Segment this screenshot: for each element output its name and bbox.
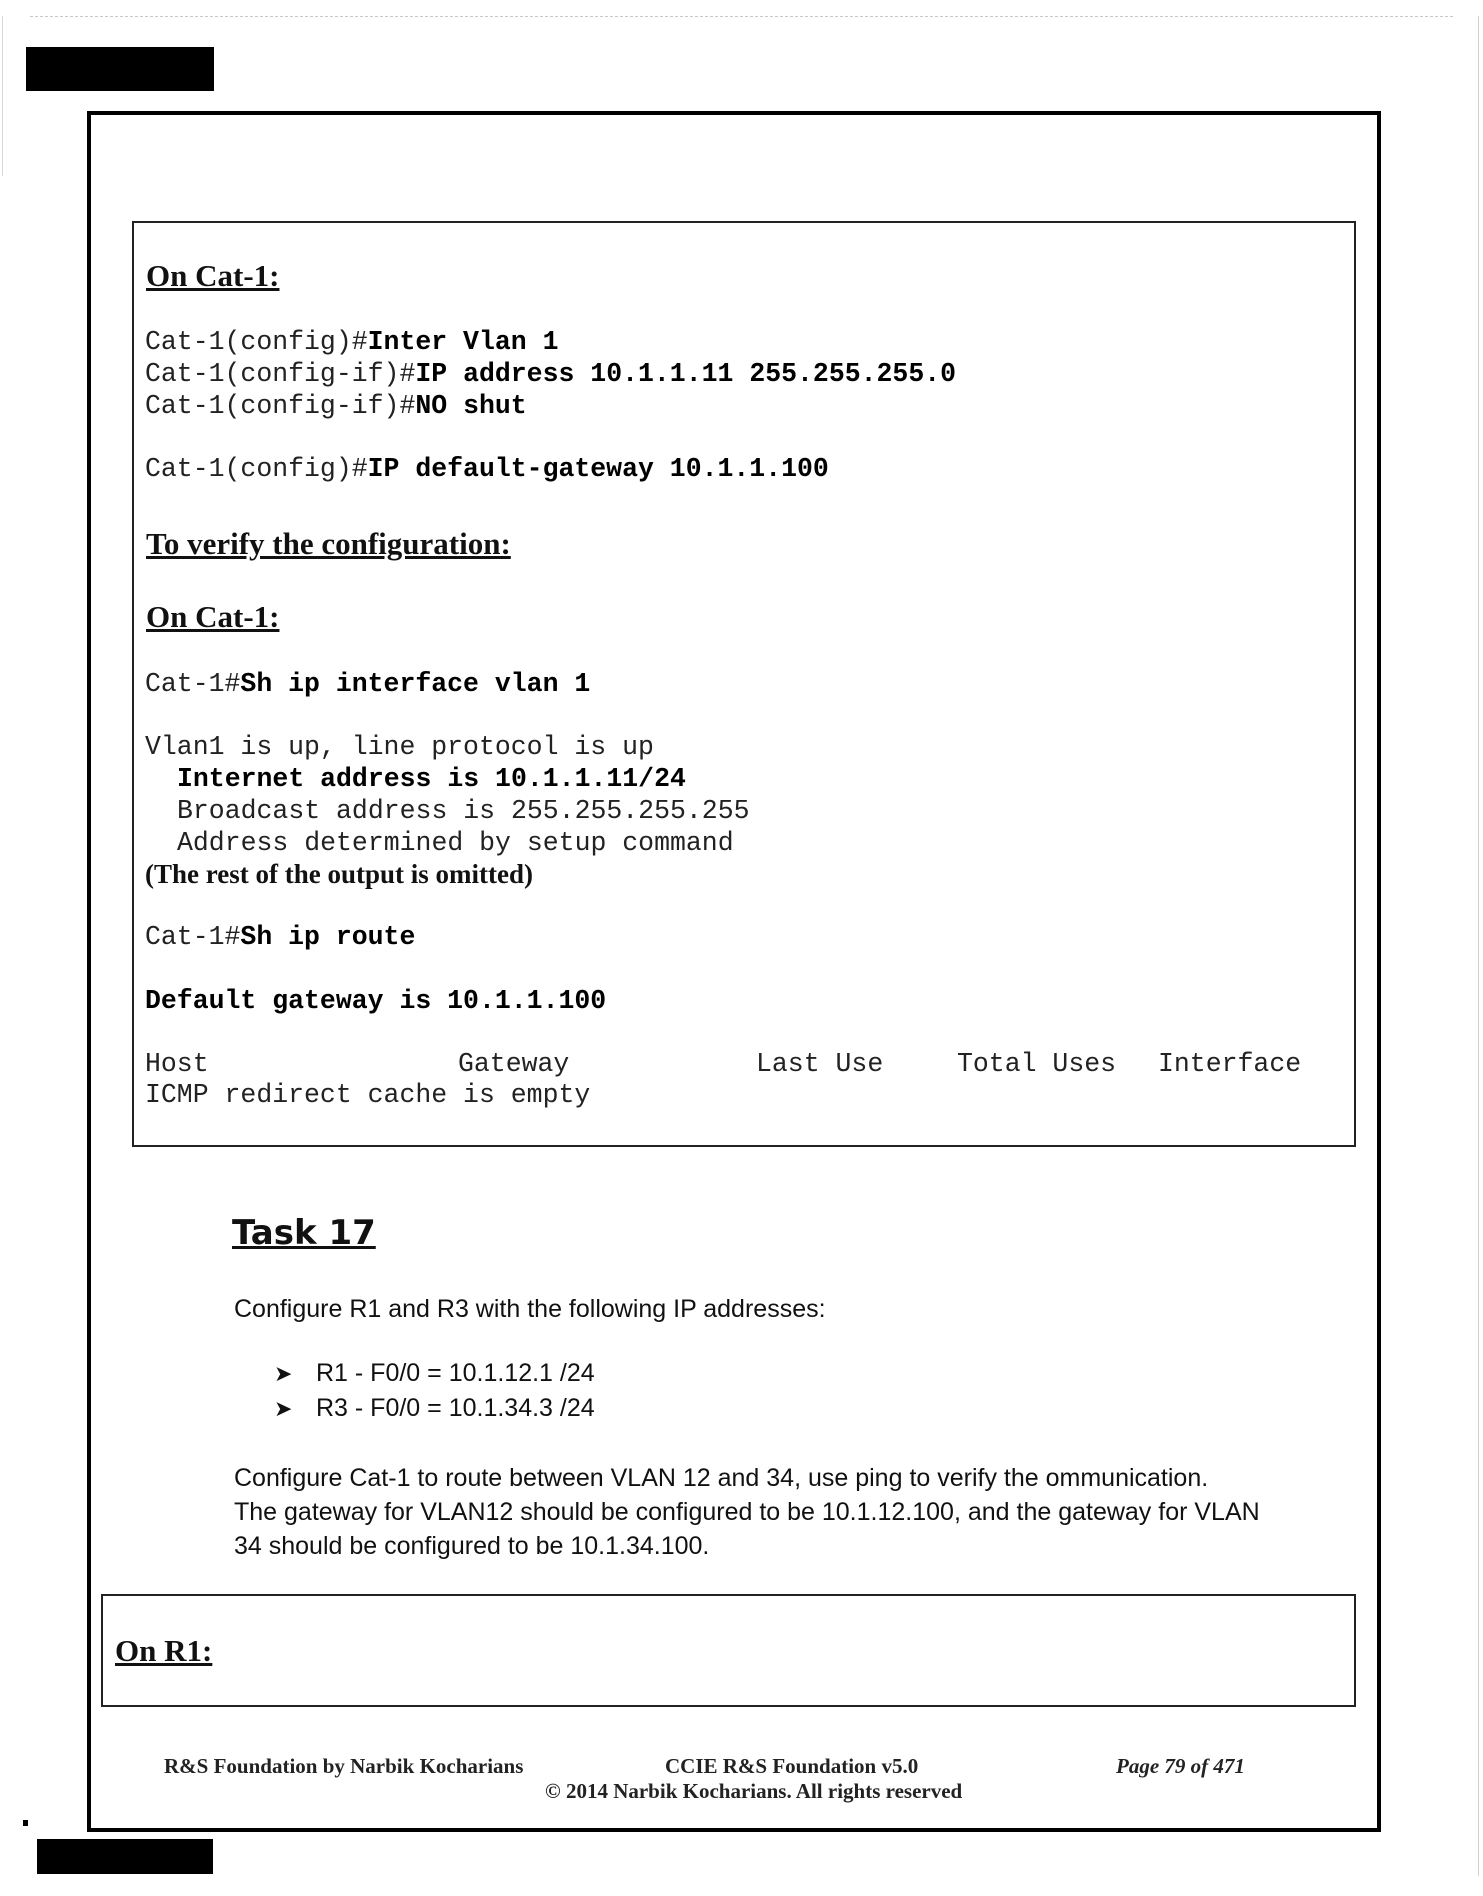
icmp-cache-line: ICMP redirect cache is empty <box>145 1080 591 1110</box>
scan-right-edge <box>1478 16 1479 1876</box>
show-route-command <box>145 921 415 953</box>
task-description-line-1: Configure Cat-1 to route between VLAN 12 and 34, use ping to verify the ommunication. <box>234 1464 1209 1492</box>
default-gateway-line: Default gateway is 10.1.1.100 <box>145 986 607 1016</box>
ip-address-list <box>274 1356 595 1426</box>
omitted-note: (The rest of the output is omitted) <box>145 859 533 889</box>
cat1-config-heading: On Cat-1: <box>146 258 280 293</box>
output-line: Broadcast address is 255.255.255.255 <box>177 796 750 826</box>
verify-heading: To verify the configuration: <box>146 526 511 561</box>
footer-book-title: CCIE R&S Foundation v5.0 <box>665 1754 919 1778</box>
prompt: Cat-1(config-if)# <box>145 359 416 389</box>
footer-copyright: © 2014 Narbik Kocharians. All rights reserved <box>545 1779 963 1803</box>
verify-sub-heading: On Cat-1: <box>146 599 280 634</box>
table-header-interface: Interface <box>1158 1049 1302 1079</box>
arrow-bullet-icon: ➤ <box>274 1396 293 1421</box>
config-line-3 <box>145 390 527 422</box>
command: Inter Vlan 1 <box>367 327 559 357</box>
r1-config-box <box>101 1594 1356 1707</box>
command: Sh ip route <box>240 922 416 952</box>
command: Sh ip interface vlan 1 <box>240 669 591 699</box>
config-line-4 <box>145 453 829 485</box>
command: IP default-gateway 10.1.1.100 <box>367 454 829 484</box>
output-line: Vlan1 is up, line protocol is up <box>145 732 654 762</box>
task-description-line-2: The gateway for VLAN12 should be configured to be 10.1.12.100, and the gateway for VLAN <box>234 1498 1260 1526</box>
command: IP address 10.1.1.11 255.255.255.0 <box>415 359 957 389</box>
config-line-1 <box>145 326 558 358</box>
config-line-2 <box>145 358 956 390</box>
table-header-gateway: Gateway <box>458 1049 570 1079</box>
task-title: Task 17 <box>232 1213 376 1253</box>
prompt: Cat-1(config-if)# <box>145 391 416 421</box>
task-intro: Configure R1 and R3 with the following IP addresses: <box>234 1295 826 1323</box>
prompt: Cat-1(config)# <box>145 454 368 484</box>
table-header-host: Host <box>145 1049 209 1079</box>
footer-author: R&S Foundation by Narbik Kocharians <box>164 1754 524 1778</box>
scan-left-edge <box>2 16 3 176</box>
prompt: Cat-1# <box>145 669 241 699</box>
show-interface-command <box>145 668 590 700</box>
output-line-internet-address: Internet address is 10.1.1.11/24 <box>177 764 686 794</box>
list-item: ➤ R1 - F0/0 = 10.1.12.1 /24 <box>274 1356 595 1391</box>
prompt: Cat-1(config)# <box>145 327 368 357</box>
r1-heading: On R1: <box>115 1633 213 1668</box>
table-header-last-use: Last Use <box>756 1049 884 1079</box>
command: NO shut <box>415 391 527 421</box>
output-line: Address determined by setup command <box>177 828 734 858</box>
list-item: ➤ R3 - F0/0 = 10.1.34.3 /24 <box>274 1391 595 1426</box>
table-header-total-uses: Total Uses <box>957 1049 1117 1079</box>
scan-top-edge <box>30 16 1453 17</box>
footer-page-number: Page 79 of 471 <box>1116 1754 1245 1778</box>
redaction-block-bottom <box>37 1839 213 1874</box>
scan-speck <box>23 1820 28 1826</box>
redaction-block-top <box>26 47 214 91</box>
task-description-line-3: 34 should be configured to be 10.1.34.100. <box>234 1532 710 1560</box>
arrow-bullet-icon: ➤ <box>274 1361 293 1386</box>
prompt: Cat-1# <box>145 922 241 952</box>
